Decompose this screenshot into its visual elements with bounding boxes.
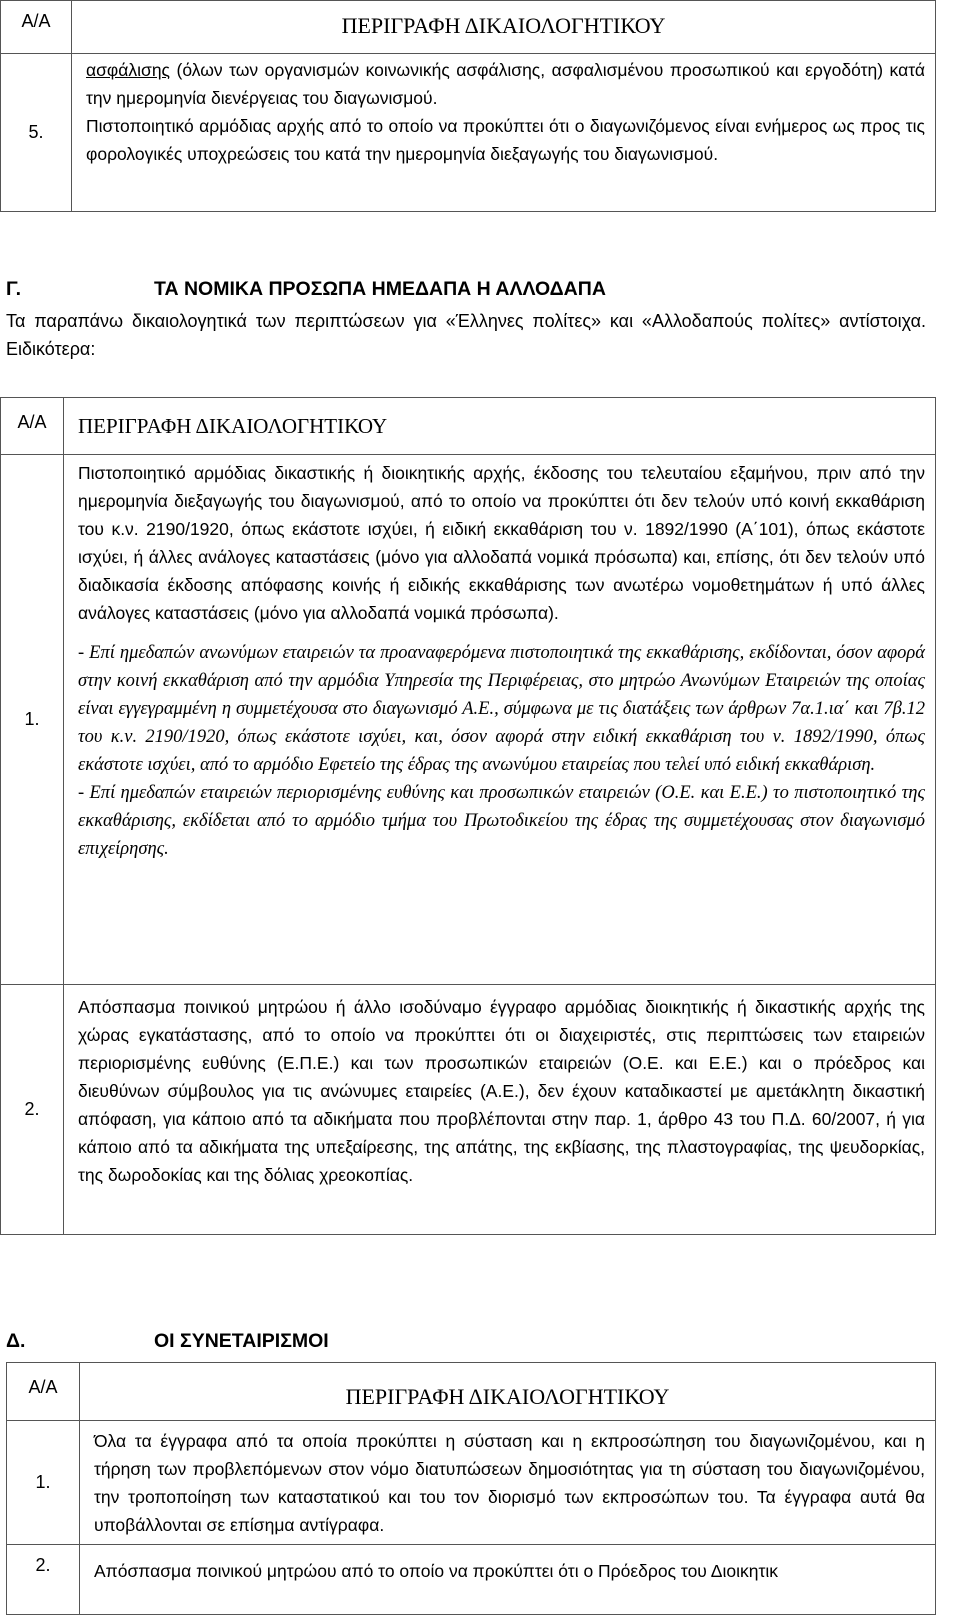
col-header-desc xyxy=(80,1363,936,1421)
col-header-desc-text: ΠΕΡΙΓΡΑΦΗ ΔΙΚΑΙΟΛΟΓΗΤΙΚΟΥ xyxy=(341,13,666,38)
row-number-cell xyxy=(7,1421,80,1545)
row-description xyxy=(64,985,936,1235)
col-header-desc-text: ΠΕΡΙΓΡΑΦΗ ΔΙΚΑΙΟΛΟΓΗΤΙΚΟΥ xyxy=(345,1383,670,1409)
row-number: 1. xyxy=(24,709,40,729)
table-continuation xyxy=(0,0,936,212)
row-description xyxy=(80,1545,936,1615)
section-g-title: ΤΑ ΝΟΜΙΚΑ ΠΡΟΣΩΠΑ ΗΜΕΔΑΠΑ Η ΑΛΛΟΔΑΠΑ xyxy=(154,278,606,300)
section-d-letter: Δ. xyxy=(6,1330,26,1352)
row-number-cell xyxy=(1,455,64,985)
desc-para-1: Όλα τα έγγραφα από τα οποία προκύπτει η σύσταση και η εκπροσώπηση του διαγωνιζομένου, και η τήρηση των προβλεπόμενων στον νόμο διατυπώσεων δημοσιότητας για τη σύσταση του διαγωνιζομένου, την τροποποίηση των καταστατικού και του τον διορισμό των εκπροσώπων του. Τα έγγραφα αυτά θα υποβάλλονται σε επίσημα αντίγραφα. xyxy=(94,1431,925,1535)
row-number-cell xyxy=(1,985,64,1235)
col-header-aa-text: Α/Α xyxy=(17,412,47,432)
col-header-aa-text: Α/Α xyxy=(28,1377,58,1397)
col-header-desc xyxy=(64,398,936,455)
col-header-desc xyxy=(72,1,936,54)
desc-para-2: - Επί ημεδαπών ανωνύμων εταιρειών τα προαναφερόμενα πιστοποιητικά της εκκαθάρισης, εκδίδονται, όσον αφορά στην κοινή εκκαθάριση από την αρμόδια Υπηρεσία της Περιφέρειας, στο μητρώο Ανωνύμων Εταιρειών της οποίας είναι εγγεγραμμένη η συμμετέχουσα στο διαγωνισμό Α.Ε., σύμφωνα με τις διατάξεις των άρθρων 7α.1.ια΄ και 7β.12 του κ.ν. 2190/1920, όπως εκάστοτε ισχύει, και, όσον αφορά στην ειδική εκκαθάριση του ν. 1892/1990, όπως εκάστοτε ισχύει, από το αρμόδιο Εφετείο της έδρας της ανωνύμου εταιρείας που τελεί υπό ειδική εκκαθάριση. xyxy=(78,643,925,775)
row-number: 5. xyxy=(28,122,44,142)
row-number: 2. xyxy=(24,1099,40,1119)
row-description xyxy=(72,54,936,212)
desc-para-1-rest: (όλων των οργανισμών κοινωνικής ασφάλισης, ασφαλισμένου προσωπικού και εργοδότη) κατά την ημερομηνία διενέργειας του διαγωνισμού. xyxy=(86,60,925,108)
col-header-aa xyxy=(1,1,72,54)
desc-para-1: Πιστοποιητικό αρμόδιας δικαστικής ή διοικητικής αρχής, έκδοσης του τελευταίου εξαμήνου, πριν από την ημερομηνία διεξαγωγής του διαγωνισμού, από το οποίο να προκύπτει ότι δεν τελούν υπό κοινή εκκαθάριση του κ.ν. 2190/1920, όπως εκάστοτε ισχύει, ή ειδική εκκαθάριση του ν. 1892/1990 (Α΄101), όπως εκάστοτε ισχύει, ή άλλες ανάλογες καταστάσεις (μόνο για αλλοδαπά νομικά πρόσωπα) και, επίσης, ότι δεν τελούν υπό διαδικασία έκδοσης απόφασης κοινής ή ειδικής εκκαθάρισης των ανωτέρω νομοθετημάτων ή υπό άλλες ανάλογες καταστάσεις (μόνο για αλλοδαπά νομικά πρόσωπα). xyxy=(78,463,925,623)
col-header-aa xyxy=(7,1363,80,1421)
section-d-title: ΟΙ ΣΥΝΕΤΑΙΡΙΣΜΟΙ xyxy=(154,1330,329,1352)
section-g-letter: Γ. xyxy=(6,278,21,300)
row-description xyxy=(64,455,936,985)
col-header-desc-text: ΠΕΡΙΓΡΑΦΗ ΔΙΚΑΙΟΛΟΓΗΤΙΚΟΥ xyxy=(78,414,388,438)
col-header-aa xyxy=(1,398,64,455)
table-cooperatives xyxy=(6,1362,936,1615)
row-number: 1. xyxy=(35,1472,51,1492)
row-number: 2. xyxy=(35,1555,51,1575)
desc-para-2: Πιστοποιητικό αρμόδιας αρχής από το οποίο να προκύπτει ότι ο διαγωνιζόμενος είναι ενήμερος ως προς τις φορολογικές υποχρεώσεις του κατά την ημερομηνία διεξαγωγής του διαγωνισμού. xyxy=(86,116,925,164)
section-g-intro: Τα παραπάνω δικαιολογητικά των περιπτώσεων για «Έλληνες πολίτες» και «Αλλοδαπούς πολίτες» αντίστοιχα. Ειδικότερα: xyxy=(6,311,926,359)
desc-para-1: Απόσπασμα ποινικού μητρώου ή άλλο ισοδύναμο έγγραφο αρμόδιας διοικητικής ή δικαστικής αρχής της χώρας εγκατάστασης, από το οποίο να προκύπτει ότι οι διαχειριστές, στις περιπτώσεις των εταιρειών περιορισμένης ευθύνης (Ε.Π.Ε.) και των προσωπικών εταιρειών (Ο.Ε. και Ε.Ε.) και ο πρόεδρος και διευθύνων σύμβουλος για τις ανώνυμες εταιρείες (Α.Ε.), δεν έχουν καταδικαστεί με αμετάκλητη δικαστική απόφαση, για κάποιο από τα αδικήματα που προβλέπονται στην παρ. 1, άρθρο 43 του Π.Δ. 60/2007, ή για κάποιο από τα αδικήματα της υπεξαίρεσης, της απάτης, της εκβίασης, της πλαστογραφίας, της ψευδορκίας, της δωροδοκίας και της δόλιας χρεοκοπίας. xyxy=(78,997,925,1185)
desc-para-1 xyxy=(86,56,925,112)
underlined-word: ασφάλισης xyxy=(86,60,170,80)
row-number-cell xyxy=(1,54,72,212)
row-description xyxy=(80,1421,936,1545)
desc-para-3: - Επί ημεδαπών εταιρειών περιορισμένης ευθύνης και προσωπικών εταιρειών (Ο.Ε. και Ε.Ε.) το πιστοποιητικό της εκκαθάρισης, εκδίδεται από το αρμόδιο τμήμα του Πρωτοδικείου της έδρας της συμμετέχουσας στον διαγωνισμό επιχείρησης. xyxy=(78,783,925,859)
desc-para-1: Απόσπασμα ποινικού μητρώου από το οποίο να προκύπτει ότι ο Πρόεδρος του Διοικητικ xyxy=(94,1561,778,1581)
col-header-aa-text: Α/Α xyxy=(21,11,51,31)
row-number-cell xyxy=(7,1545,80,1615)
table-legal-entities xyxy=(0,397,936,1235)
